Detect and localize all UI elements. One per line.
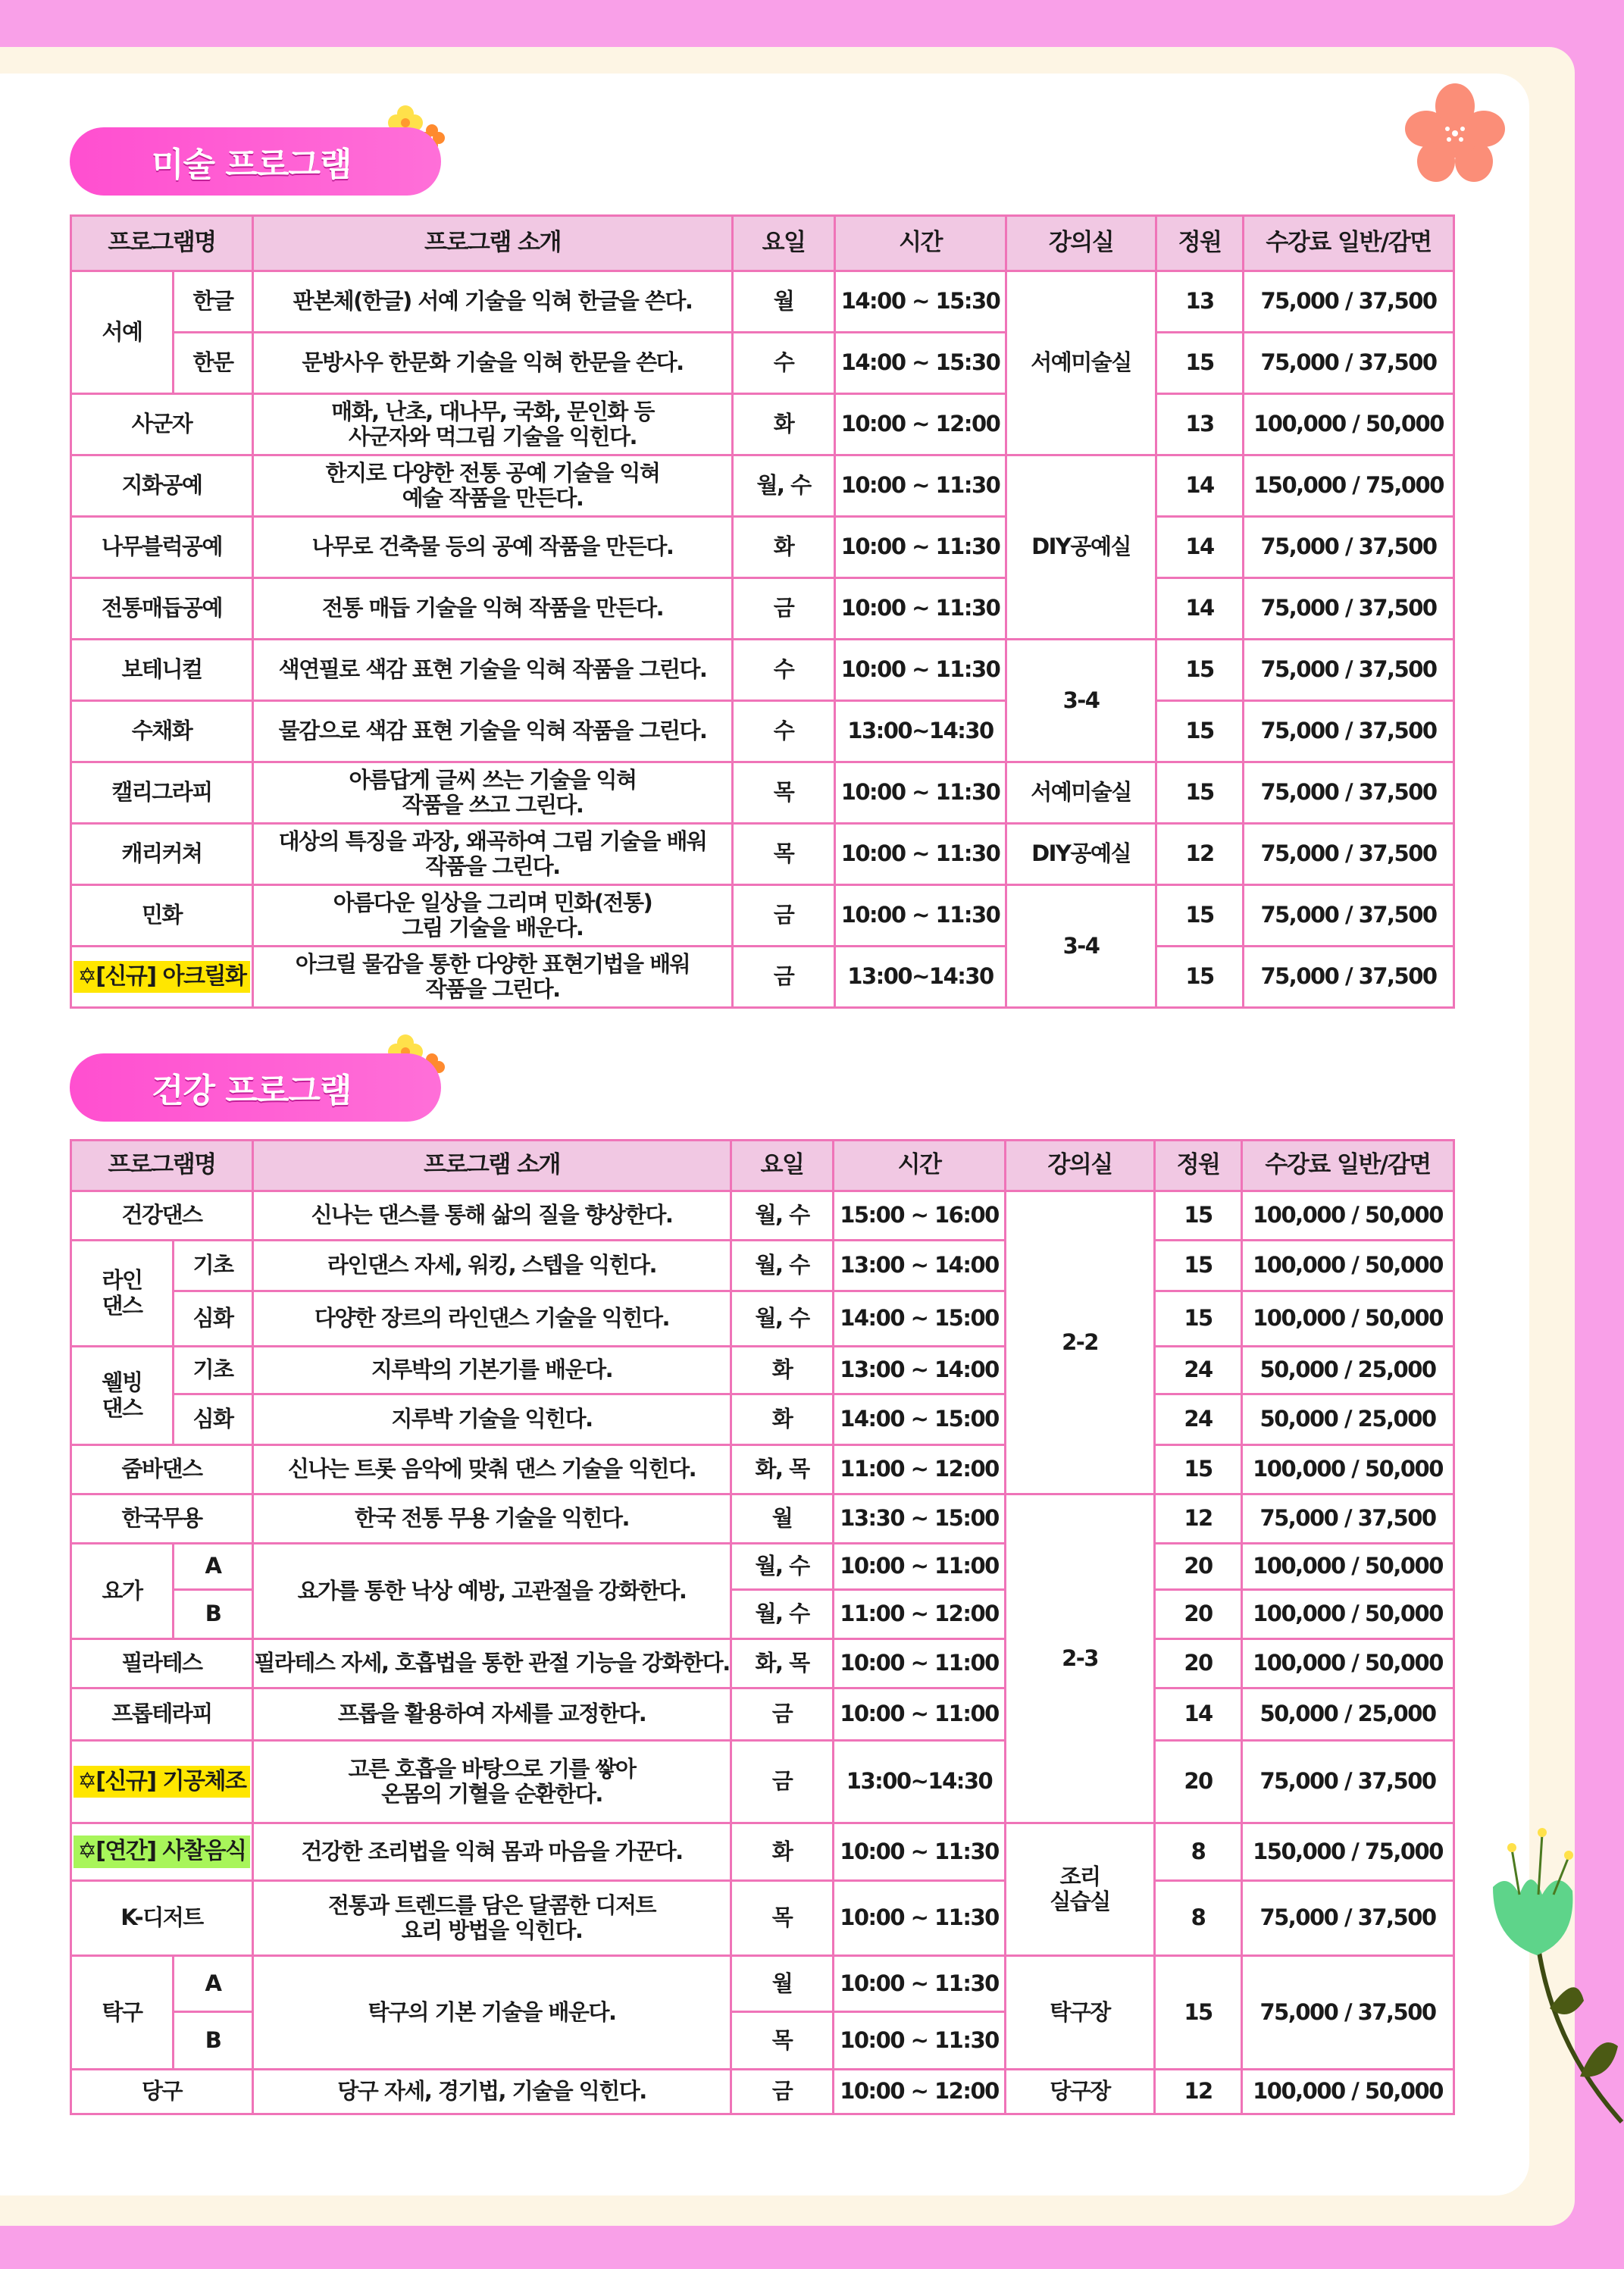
capacity: 15 — [1155, 1956, 1242, 2070]
time: 10:00 ~ 11:00 — [834, 1544, 1006, 1590]
day: 월, 수 — [731, 1291, 834, 1347]
capacity: 15 — [1156, 762, 1244, 824]
table-row — [71, 333, 1454, 394]
table-row — [71, 824, 1454, 885]
table-row — [71, 1639, 1454, 1688]
header-room: 강의실 — [1006, 1141, 1155, 1191]
health-program-table — [70, 1139, 1455, 2115]
day: 금 — [733, 578, 835, 640]
fee: 100,000 / 50,000 — [1242, 1191, 1454, 1241]
program-sub: A — [174, 1544, 253, 1590]
program-desc: 물감으로 색감 표현 기술을 익혀 작품을 그린다. — [253, 701, 733, 762]
star-icon: ✡ — [77, 962, 96, 990]
fee: 75,000 / 37,500 — [1244, 271, 1454, 333]
day: 화, 목 — [731, 1445, 834, 1494]
table-row — [71, 701, 1454, 762]
time: 10:00 ~ 11:30 — [834, 1881, 1006, 1956]
star-icon: ✡ — [77, 1767, 96, 1795]
fee: 100,000 / 50,000 — [1242, 2070, 1454, 2114]
day: 월, 수 — [731, 1590, 834, 1639]
program-desc: 신나는 댄스를 통해 삶의 질을 향상한다. — [253, 1191, 731, 1241]
time: 14:00 ~ 15:00 — [834, 1394, 1006, 1445]
table-row — [71, 271, 1454, 333]
room: 서예미술실 — [1006, 762, 1156, 824]
day: 월 — [731, 1494, 834, 1544]
header-room: 강의실 — [1006, 216, 1156, 271]
table-row — [71, 455, 1454, 517]
table-header — [71, 1141, 1454, 1191]
new-badge — [74, 961, 251, 994]
program-sub: B — [174, 1590, 253, 1639]
table-row — [71, 1544, 1454, 1590]
day: 화 — [733, 517, 835, 578]
header-day: 요일 — [731, 1141, 834, 1191]
time: 10:00 ~ 11:30 — [835, 824, 1006, 885]
program-name: 나무블럭공예 — [71, 517, 253, 578]
room: 2-3 — [1006, 1494, 1155, 1823]
capacity: 12 — [1156, 824, 1244, 885]
day: 금 — [733, 885, 835, 947]
capacity: 14 — [1156, 455, 1244, 517]
capacity: 20 — [1155, 1741, 1242, 1823]
capacity: 8 — [1155, 1881, 1242, 1956]
fee: 75,000 / 37,500 — [1244, 517, 1454, 578]
program-desc: 판본체(한글) 서예 기술을 익혀 한글을 쓴다. — [253, 271, 733, 333]
program-sub: 한글 — [174, 271, 253, 333]
header-capacity: 정원 — [1156, 216, 1244, 271]
program-desc: 신나는 트롯 음악에 맞춰 댄스 기술을 익힌다. — [253, 1445, 731, 1494]
capacity: 12 — [1155, 1494, 1242, 1544]
capacity: 15 — [1156, 701, 1244, 762]
program-name: 웰빙 댄스 — [71, 1347, 174, 1445]
time: 10:00 ~ 11:30 — [835, 640, 1006, 701]
art-program-table — [70, 214, 1455, 1009]
day: 화 — [731, 1823, 834, 1881]
header-desc: 프로그램 소개 — [253, 216, 733, 271]
badge-label: [신규] 기공체조 — [95, 1767, 246, 1795]
table-row — [71, 1741, 1454, 1823]
fee: 150,000 / 75,000 — [1244, 455, 1454, 517]
time: 10:00 ~ 11:30 — [835, 885, 1006, 947]
badge-label: [연간] 사찰음식 — [95, 1838, 246, 1865]
program-desc: 필라테스 자세, 호흡법을 통한 관절 기능을 강화한다. — [253, 1639, 731, 1688]
table-row — [71, 1823, 1454, 1881]
program-desc: 아크릴 물감을 통한 다양한 표현기법을 배워 작품을 그린다. — [253, 947, 733, 1008]
time: 14:00 ~ 15:30 — [835, 333, 1006, 394]
program-name: K-디저트 — [71, 1881, 253, 1956]
fee: 75,000 / 37,500 — [1244, 947, 1454, 1008]
table-row — [71, 947, 1454, 1008]
time: 10:00 ~ 11:30 — [835, 517, 1006, 578]
header-fee: 수강료 일반/감면 — [1244, 216, 1454, 271]
section-title-health: 건강 프로그램 — [70, 1053, 441, 1122]
badge-label: [신규] 아크릴화 — [95, 962, 246, 990]
table-row — [71, 1881, 1454, 1956]
day: 목 — [733, 762, 835, 824]
time: 11:00 ~ 12:00 — [834, 1590, 1006, 1639]
program-desc: 탁구의 기본 기술을 배운다. — [253, 1956, 731, 2070]
program-sub: 심화 — [174, 1291, 253, 1347]
program-name: 당구 — [71, 2070, 253, 2114]
capacity: 12 — [1155, 2070, 1242, 2114]
program-name — [71, 947, 253, 1008]
capacity: 20 — [1155, 1544, 1242, 1590]
capacity: 8 — [1155, 1823, 1242, 1881]
program-desc: 문방사우 한문화 기술을 익혀 한문을 쓴다. — [253, 333, 733, 394]
room: 2-2 — [1006, 1191, 1155, 1494]
program-desc: 다양한 장르의 라인댄스 기술을 익힌다. — [253, 1291, 731, 1347]
program-name: 캘리그라피 — [71, 762, 253, 824]
fee: 75,000 / 37,500 — [1242, 1741, 1454, 1823]
program-desc: 건강한 조리법을 익혀 몸과 마음을 가꾼다. — [253, 1823, 731, 1881]
day: 금 — [731, 2070, 834, 2114]
fee: 75,000 / 37,500 — [1242, 1881, 1454, 1956]
time: 13:00 ~ 14:00 — [834, 1347, 1006, 1394]
time: 10:00 ~ 12:00 — [835, 394, 1006, 455]
day: 화 — [733, 394, 835, 455]
table-row — [71, 885, 1454, 947]
capacity: 14 — [1156, 517, 1244, 578]
time: 10:00 ~ 11:00 — [834, 1688, 1006, 1741]
program-sub: A — [174, 1956, 253, 2012]
header-capacity: 정원 — [1155, 1141, 1242, 1191]
program-sub: B — [174, 2012, 253, 2070]
fee: 75,000 / 37,500 — [1242, 1494, 1454, 1544]
capacity: 15 — [1155, 1191, 1242, 1241]
table-row — [71, 1291, 1454, 1347]
time: 13:00~14:30 — [835, 947, 1006, 1008]
program-name: 한국무용 — [71, 1494, 253, 1544]
room: 3-4 — [1006, 640, 1156, 762]
time: 10:00 ~ 11:30 — [834, 2012, 1006, 2070]
capacity: 24 — [1155, 1394, 1242, 1445]
program-name: 라인 댄스 — [71, 1241, 174, 1347]
program-name: 전통매듭공예 — [71, 578, 253, 640]
program-name: 사군자 — [71, 394, 253, 455]
program-desc: 아름다운 일상을 그리며 민화(전통) 그림 기술을 배운다. — [253, 885, 733, 947]
day: 월 — [733, 271, 835, 333]
header-day: 요일 — [733, 216, 835, 271]
time: 10:00 ~ 11:30 — [834, 1956, 1006, 2012]
star-icon: ✡ — [77, 1838, 96, 1865]
fee: 100,000 / 50,000 — [1242, 1590, 1454, 1639]
new-badge — [74, 1766, 251, 1798]
fee: 75,000 / 37,500 — [1242, 1956, 1454, 2070]
capacity: 14 — [1155, 1688, 1242, 1741]
time: 10:00 ~ 11:30 — [835, 762, 1006, 824]
fee: 50,000 / 25,000 — [1242, 1688, 1454, 1741]
program-desc: 당구 자세, 경기법, 기술을 익힌다. — [253, 2070, 731, 2114]
program-name: 수채화 — [71, 701, 253, 762]
tulip-icon — [1447, 1819, 1624, 2137]
fee: 75,000 / 37,500 — [1244, 824, 1454, 885]
fee: 100,000 / 50,000 — [1242, 1445, 1454, 1494]
day: 월, 수 — [731, 1241, 834, 1291]
fee: 75,000 / 37,500 — [1244, 578, 1454, 640]
time: 10:00 ~ 11:30 — [835, 455, 1006, 517]
flower-icon — [1402, 82, 1508, 184]
program-name — [71, 1823, 253, 1881]
header-time: 시간 — [834, 1141, 1006, 1191]
fee: 100,000 / 50,000 — [1242, 1544, 1454, 1590]
fee: 100,000 / 50,000 — [1242, 1291, 1454, 1347]
day: 금 — [731, 1741, 834, 1823]
capacity: 24 — [1155, 1347, 1242, 1394]
fee: 75,000 / 37,500 — [1244, 885, 1454, 947]
table-row — [71, 517, 1454, 578]
table-row — [71, 1191, 1454, 1241]
program-desc: 나무로 건축물 등의 공예 작품을 만든다. — [253, 517, 733, 578]
table-row — [71, 1956, 1454, 2012]
capacity: 15 — [1156, 333, 1244, 394]
program-sub: 한문 — [174, 333, 253, 394]
time: 14:00 ~ 15:30 — [835, 271, 1006, 333]
header-desc: 프로그램 소개 — [253, 1141, 731, 1191]
day: 목 — [731, 2012, 834, 2070]
program-name: 줌바댄스 — [71, 1445, 253, 1494]
room: 서예미술실 — [1006, 271, 1156, 455]
time: 15:00 ~ 16:00 — [834, 1191, 1006, 1241]
fee: 100,000 / 50,000 — [1242, 1241, 1454, 1291]
program-desc: 한국 전통 무용 기술을 익힌다. — [253, 1494, 731, 1544]
time: 13:00~14:30 — [835, 701, 1006, 762]
day: 월, 수 — [731, 1191, 834, 1241]
program-name: 필라테스 — [71, 1639, 253, 1688]
program-desc: 고른 호흡을 바탕으로 기를 쌓아 온몸의 기혈을 순환한다. — [253, 1741, 731, 1823]
program-name: 탁구 — [71, 1956, 174, 2070]
table-row — [71, 1494, 1454, 1544]
header-time: 시간 — [835, 216, 1006, 271]
program-sub: 기초 — [174, 1347, 253, 1394]
day: 화 — [731, 1347, 834, 1394]
program-sub: 심화 — [174, 1394, 253, 1445]
table-header — [71, 216, 1454, 271]
program-desc: 한지로 다양한 전통 공예 기술을 익혀 예술 작품을 만든다. — [253, 455, 733, 517]
day: 화 — [731, 1394, 834, 1445]
program-name: 캐리커쳐 — [71, 824, 253, 885]
table-row — [71, 578, 1454, 640]
table-row — [71, 762, 1454, 824]
day: 수 — [733, 333, 835, 394]
program-desc: 프롭을 활용하여 자세를 교정한다. — [253, 1688, 731, 1741]
fee: 150,000 / 75,000 — [1242, 1823, 1454, 1881]
capacity: 15 — [1156, 947, 1244, 1008]
room: DIY공예실 — [1006, 824, 1156, 885]
day: 수 — [733, 640, 835, 701]
capacity: 20 — [1155, 1590, 1242, 1639]
day: 목 — [731, 1881, 834, 1956]
program-desc: 대상의 특징을 과장, 왜곡하여 그림 기술을 배워 작품을 그린다. — [253, 824, 733, 885]
header-fee: 수강료 일반/감면 — [1242, 1141, 1454, 1191]
day: 월, 수 — [731, 1544, 834, 1590]
fee: 50,000 / 25,000 — [1242, 1347, 1454, 1394]
program-desc: 요가를 통한 낙상 예방, 고관절을 강화한다. — [253, 1544, 731, 1639]
program-desc: 지루박 기술을 익힌다. — [253, 1394, 731, 1445]
program-name: 지화공예 — [71, 455, 253, 517]
program-desc: 지루박의 기본기를 배운다. — [253, 1347, 731, 1394]
fee: 75,000 / 37,500 — [1244, 701, 1454, 762]
fee: 100,000 / 50,000 — [1242, 1639, 1454, 1688]
time: 13:00 ~ 14:00 — [834, 1241, 1006, 1291]
fee: 75,000 / 37,500 — [1244, 762, 1454, 824]
day: 수 — [733, 701, 835, 762]
capacity: 15 — [1156, 640, 1244, 701]
day: 금 — [733, 947, 835, 1008]
room: 탁구장 — [1006, 1956, 1155, 2070]
program-desc: 전통 매듭 기술을 익혀 작품을 만든다. — [253, 578, 733, 640]
header-name: 프로그램명 — [71, 1141, 253, 1191]
table-row — [71, 2070, 1454, 2114]
program-name: 서예 — [71, 271, 174, 394]
capacity: 15 — [1155, 1241, 1242, 1291]
program-desc: 아름답게 글씨 쓰는 기술을 익혀 작품을 쓰고 그린다. — [253, 762, 733, 824]
capacity: 15 — [1155, 1445, 1242, 1494]
fee: 100,000 / 50,000 — [1244, 394, 1454, 455]
room: 당구장 — [1006, 2070, 1155, 2114]
capacity: 15 — [1156, 885, 1244, 947]
day: 화, 목 — [731, 1639, 834, 1688]
table-row — [71, 1688, 1454, 1741]
program-desc: 색연필로 색감 표현 기술을 익혀 작품을 그린다. — [253, 640, 733, 701]
day: 월, 수 — [733, 455, 835, 517]
room: 3-4 — [1006, 885, 1156, 1008]
capacity: 15 — [1155, 1291, 1242, 1347]
table-row — [71, 394, 1454, 455]
program-name: 요가 — [71, 1544, 174, 1639]
table-row — [71, 640, 1454, 701]
room: DIY공예실 — [1006, 455, 1156, 640]
fee: 50,000 / 25,000 — [1242, 1394, 1454, 1445]
day: 월 — [731, 1956, 834, 2012]
day: 목 — [733, 824, 835, 885]
program-name — [71, 1741, 253, 1823]
program-name: 보테니컬 — [71, 640, 253, 701]
capacity: 13 — [1156, 271, 1244, 333]
time: 14:00 ~ 15:00 — [834, 1291, 1006, 1347]
time: 11:00 ~ 12:00 — [834, 1445, 1006, 1494]
fee: 75,000 / 37,500 — [1244, 333, 1454, 394]
program-name: 프롭테라피 — [71, 1688, 253, 1741]
day: 금 — [731, 1688, 834, 1741]
fee: 75,000 / 37,500 — [1244, 640, 1454, 701]
time: 13:00~14:30 — [834, 1741, 1006, 1823]
time: 13:30 ~ 15:00 — [834, 1494, 1006, 1544]
capacity: 20 — [1155, 1639, 1242, 1688]
time: 10:00 ~ 11:30 — [835, 578, 1006, 640]
program-desc: 전통과 트렌드를 담은 달콤한 디저트 요리 방법을 익힌다. — [253, 1881, 731, 1956]
time: 10:00 ~ 11:30 — [834, 1823, 1006, 1881]
program-name: 건강댄스 — [71, 1191, 253, 1241]
table-row — [71, 1241, 1454, 1291]
table-row — [71, 1394, 1454, 1445]
room: 조리 실습실 — [1006, 1823, 1155, 1956]
time: 10:00 ~ 11:00 — [834, 1639, 1006, 1688]
annual-badge — [74, 1836, 251, 1868]
capacity: 13 — [1156, 394, 1244, 455]
time: 10:00 ~ 12:00 — [834, 2070, 1006, 2114]
table-row — [71, 1445, 1454, 1494]
section-title-art: 미술 프로그램 — [70, 127, 441, 196]
program-desc: 매화, 난초, 대나무, 국화, 문인화 등 사군자와 먹그림 기술을 익힌다. — [253, 394, 733, 455]
program-sub: 기초 — [174, 1241, 253, 1291]
table-row — [71, 1347, 1454, 1394]
capacity: 14 — [1156, 578, 1244, 640]
header-name: 프로그램명 — [71, 216, 253, 271]
program-desc: 라인댄스 자세, 워킹, 스텝을 익힌다. — [253, 1241, 731, 1291]
program-name: 민화 — [71, 885, 253, 947]
